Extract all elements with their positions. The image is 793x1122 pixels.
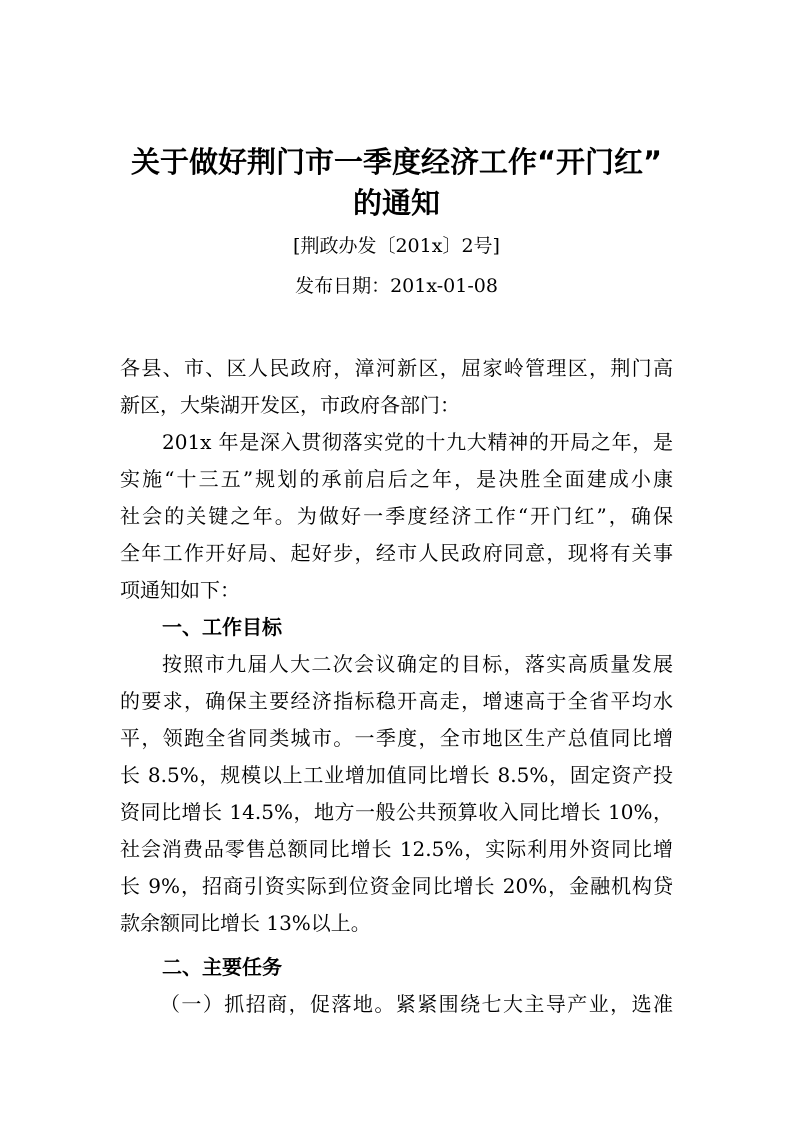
document-body xyxy=(120,350,673,1023)
paragraph-line: （一）抓招商，促落地。紧紧围绕七大主导产业，选准 xyxy=(160,992,673,1016)
paragraph-line: 按照市九届人大二次会议确定的目标，落实高质量发展 xyxy=(162,652,673,676)
document-title-line-1: 关于做好荆门市一季度经济工作“开门红” xyxy=(130,145,663,179)
document-number: [荆政办发〔201x〕2号] xyxy=(293,235,500,257)
paragraph-line: 实施“十三五”规划的承前启后之年，是决胜全面建成小康 xyxy=(120,467,673,491)
paragraph-line: 社会消费品零售总额同比增长 12.5%，实际利用外资同比增 xyxy=(120,837,673,861)
section-heading: 一、工作目标 xyxy=(162,615,282,639)
paragraph-line: 长 8.5%，规模以上工业增加值同比增长 8.5%，固定资产投 xyxy=(120,763,673,787)
paragraph-line: 长 9%，招商引资实际到位资金同比增长 20%，金融机构贷 xyxy=(120,874,673,898)
paragraph-line: 全年工作开好局、起好步，经市人民政府同意，现将有关事 xyxy=(120,541,673,565)
document-title-line-2: 的通知 xyxy=(352,186,440,220)
paragraph-line: 平，领跑全省同类城市。一季度，全市地区生产总值同比增 xyxy=(120,726,673,750)
paragraph-line: 项通知如下： xyxy=(120,578,240,602)
paragraph-line: 社会的关键之年。为做好一季度经济工作“开门红”，确保 xyxy=(120,504,673,528)
paragraph-line: 201x 年是深入贯彻落实党的十九大精神的开局之年，是 xyxy=(162,430,673,454)
paragraph-line: 资同比增长 14.5%，地方一般公共预算收入同比增长 10%， xyxy=(120,800,673,824)
paragraph-line: 款余额同比增长 13%以上。 xyxy=(120,911,371,935)
addressee-line: 新区，大柴湖开发区，市政府各部门： xyxy=(120,393,460,417)
addressee-line: 各县、市、区人民政府，漳河新区，屈家岭管理区，荆门高 xyxy=(120,356,673,380)
section-heading: 二、主要任务 xyxy=(162,955,282,979)
paragraph-line: 的要求，确保主要经济指标稳开高走，增速高于全省平均水 xyxy=(120,689,673,713)
publish-date: 发布日期：201x-01-08 xyxy=(295,275,498,297)
